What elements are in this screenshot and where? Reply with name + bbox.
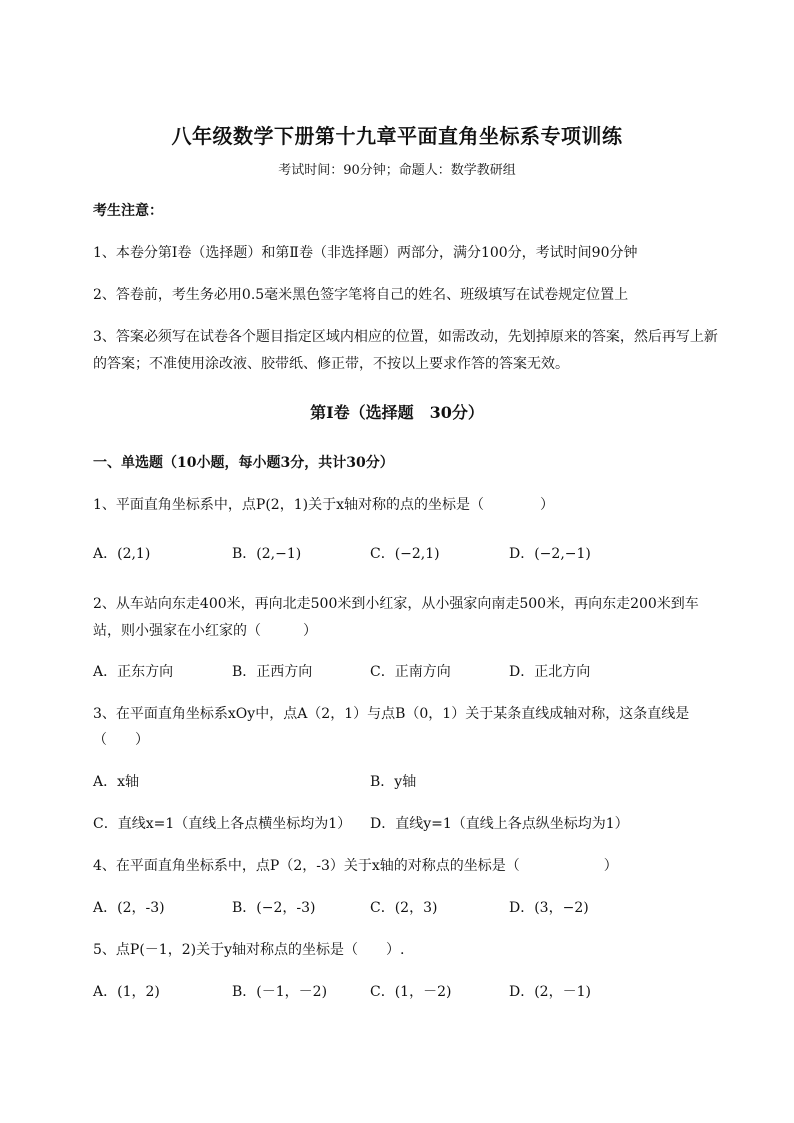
q2-option-d: D．正北方向 xyxy=(509,664,591,680)
q1-option-a: A．(2,1) xyxy=(93,546,151,562)
q2-option-b: B．正西方向 xyxy=(232,664,313,680)
notice-item: 1、本卷分第I卷（选择题）和第Ⅱ卷（非选择题）两部分，满分100分，考试时间90分钟 xyxy=(93,245,638,261)
q4-option-d: D．(3，−2) xyxy=(509,900,589,916)
q4-option-c: C．(2，3) xyxy=(370,900,438,916)
question-2-stem-continued: 站，则小强家在小红家的（ ） xyxy=(93,623,317,639)
q4-option-a: A．(2，-3) xyxy=(93,900,165,916)
q4-option-b: B．(−2，-3) xyxy=(232,900,316,916)
q5-option-c: C．(1，－2) xyxy=(370,984,452,1000)
part-heading: 一、单选题（10小题，每小题3分，共计30分） xyxy=(93,455,394,471)
notice-item: 3、答案必须写在试卷各个题目指定区域内相应的位置，如需改动，先划掉原来的答案，然后再写上新 xyxy=(93,329,718,345)
q3-option-b: B．y轴 xyxy=(370,774,417,790)
q5-option-a: A．(1，2) xyxy=(93,984,160,1000)
q2-option-a: A．正东方向 xyxy=(93,664,174,680)
q5-option-d: D．(2，－1) xyxy=(509,984,591,1000)
notice-item-continued: 的答案；不准使用涂改液、胶带纸、修正带，不按以上要求作答的答案无效。 xyxy=(93,356,569,372)
q3-option-c: C．直线x=1（直线上各点横坐标均为1） xyxy=(93,816,352,832)
exam-subtitle: 考试时间：90分钟；命题人：数学教研组 xyxy=(278,163,516,178)
q2-option-c: C．正南方向 xyxy=(370,664,451,680)
question-3-stem-continued: （ ） xyxy=(93,732,149,748)
page-title: 八年级数学下册第十九章平面直角坐标系专项训练 xyxy=(171,124,623,148)
question-5-stem: 5、点P(－1，2)关于y轴对称点的坐标是（ ）. xyxy=(93,942,405,958)
question-4-stem: 4、在平面直角坐标系中，点P（2，-3）关于x轴的对称点的坐标是（ ） xyxy=(93,858,618,874)
q1-option-d: D．(−2,−1) xyxy=(509,546,591,562)
question-1-stem: 1、平面直角坐标系中，点P(2，1)关于x轴对称的点的坐标是（ ） xyxy=(93,497,554,513)
q3-option-a: A．x轴 xyxy=(93,774,140,790)
question-3-stem: 3、在平面直角坐标系xOy中，点A（2，1）与点B（0，1）关于某条直线成轴对称，这条直线是 xyxy=(93,706,690,722)
q1-option-c: C．(−2,1) xyxy=(370,546,440,562)
q5-option-b: B．(－1，－2) xyxy=(232,984,328,1000)
notice-item: 2、答卷前，考生务必用0.5毫米黑色签字笔将自己的姓名、班级填写在试卷规定位置上 xyxy=(93,287,629,303)
q1-option-b: B．(2,−1) xyxy=(232,546,302,562)
question-2-stem: 2、从车站向东走400米，再向北走500米到小红家，从小强家向南走500米，再向东走200米到车 xyxy=(93,596,699,612)
section-title: 第I卷（选择题 30分） xyxy=(310,403,484,422)
q3-option-d: D．直线y=1（直线上各点纵坐标均为1） xyxy=(370,816,629,832)
notice-heading: 考生注意： xyxy=(93,203,163,219)
